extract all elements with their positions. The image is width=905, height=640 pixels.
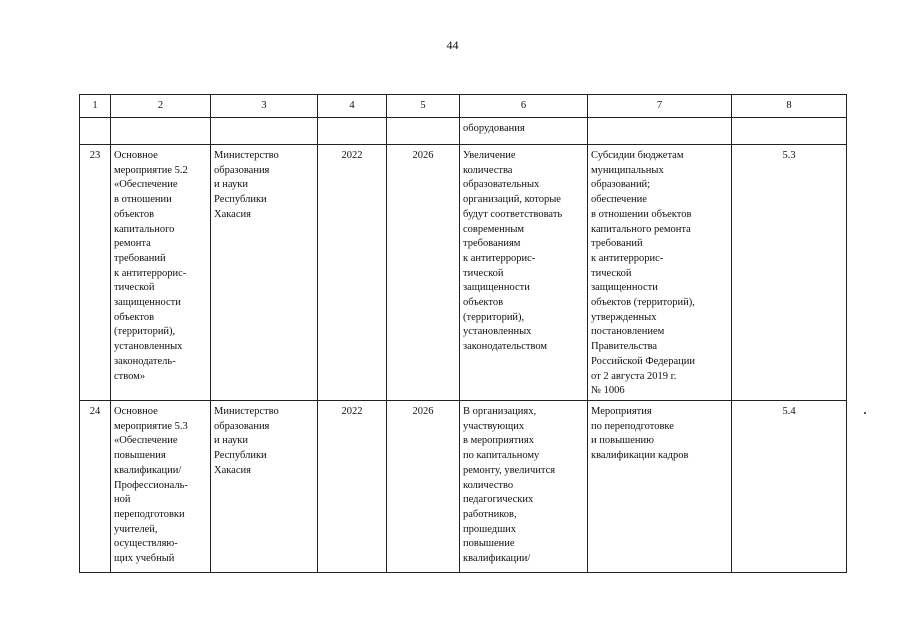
end-year-cell: 2026 bbox=[387, 145, 460, 401]
column-number: 1 bbox=[80, 95, 111, 118]
measures-cell: Мероприятия по переподготовке и повышению квалификации кадров bbox=[588, 401, 732, 573]
start-year-cell: 2022 bbox=[318, 145, 387, 401]
column-number: 2 bbox=[111, 95, 211, 118]
start-year-cell: 2022 bbox=[318, 401, 387, 573]
table-row bbox=[80, 145, 847, 401]
table-cell bbox=[111, 118, 211, 145]
table-cell bbox=[588, 118, 732, 145]
result-cell: Увеличение количества образовательных организаций, которые будут соответствовать современным требованиям к антитеррорис- тической защищенности объектов (территорий), установленных законодательством bbox=[460, 145, 588, 401]
table-cell bbox=[732, 118, 847, 145]
indicator-cell: 5.4 bbox=[732, 401, 847, 573]
column-number: 5 bbox=[387, 95, 460, 118]
continuation-row bbox=[80, 118, 847, 145]
event-name-cell: Основное мероприятие 5.2 «Обеспечение в отношении объектов капитального ремонта требований к антитеррорис- тической защищенности объектов (территорий), установленных законодатель- ством» bbox=[111, 145, 211, 401]
column-number: 7 bbox=[588, 95, 732, 118]
column-number: 3 bbox=[211, 95, 318, 118]
executor-cell: Министерство образования и науки Республики Хакасия bbox=[211, 401, 318, 573]
indicator-cell: 5.3 bbox=[732, 145, 847, 401]
scan-speck bbox=[864, 412, 866, 414]
table-cell bbox=[387, 118, 460, 145]
event-name-cell: Основное мероприятие 5.3 «Обеспечение повышения квалификации/ Профессиональ- ной переподготовки учителей, осуществляю- щих учебный bbox=[111, 401, 211, 573]
table-cell bbox=[318, 118, 387, 145]
row-number: 24 bbox=[80, 401, 111, 573]
result-cell: В организациях, участвующих в мероприятиях по капитальному ремонту, увеличится количество педагогических работников, прошедших повышение квалификации/ bbox=[460, 401, 588, 573]
table-cell bbox=[80, 118, 111, 145]
column-number: 4 bbox=[318, 95, 387, 118]
column-number-row bbox=[80, 95, 847, 118]
end-year-cell: 2026 bbox=[387, 401, 460, 573]
column-number: 8 bbox=[732, 95, 847, 118]
measures-cell: Субсидии бюджетам муниципальных образований; обеспечение в отношении объектов капитального ремонта требований к антитеррорис- тической защищенности объектов (территорий), утвержденных постановлением Правительства Российской Федерации от 2 августа 2019 г. № 1006 bbox=[588, 145, 732, 401]
column-number: 6 bbox=[460, 95, 588, 118]
executor-cell: Министерство образования и науки Республики Хакасия bbox=[211, 145, 318, 401]
table-row bbox=[80, 401, 847, 573]
page-number: 44 bbox=[446, 38, 459, 52]
result-cell: оборудования bbox=[460, 118, 588, 145]
table-cell bbox=[211, 118, 318, 145]
program-table bbox=[79, 94, 847, 573]
row-number: 23 bbox=[80, 145, 111, 401]
